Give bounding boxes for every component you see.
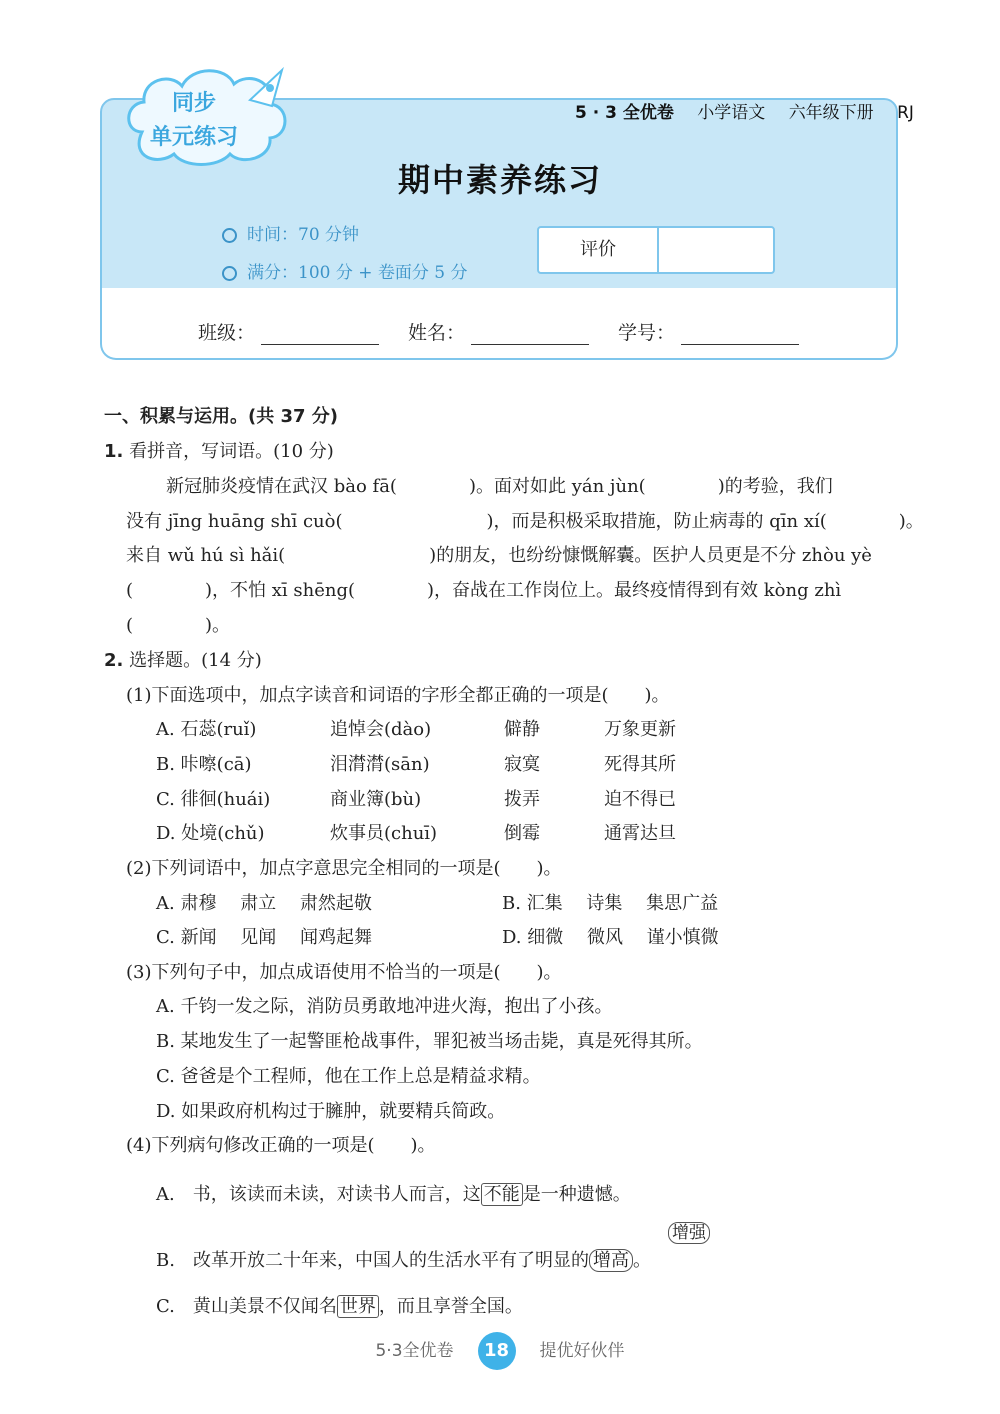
id-label: 学号： <box>618 322 676 344</box>
name-field[interactable] <box>408 318 589 345</box>
option-a-3: 僻静 <box>504 719 540 740</box>
book-edition: RJ <box>897 103 914 123</box>
q1-line2: 没有 jīng huāng shī cuò( )，而是积极采取措施，防止病毒的 qīn xí( )。 <box>126 511 924 532</box>
q1-title: 1. 看拼音，写词语。(10 分) <box>104 441 334 462</box>
class-blank <box>261 344 379 345</box>
page-number: 18 <box>478 1332 516 1370</box>
q1-number: 1. <box>104 441 124 462</box>
book-grade: 六年级下册 <box>788 103 874 123</box>
option-d-3: 倒霉 <box>504 823 540 844</box>
score-text: 满分：100 分 + 卷面分 5 分 <box>247 263 468 283</box>
q1-line1: 新冠肺炎疫情在武汉 bào fā( )。面对如此 yán jùn( )的考验，我们 <box>166 476 833 497</box>
option-a-2: 追悼会(dào) <box>330 719 432 740</box>
option-c-3: 拨弄 <box>504 789 540 810</box>
correction-label: 增强 <box>668 1218 710 1243</box>
q2-4-option-c: C. 黄山美景不仅闻名 世界 ，而且享誉全国。 <box>156 1296 523 1317</box>
option-b-2: 泪潸潸(sān) <box>330 754 430 775</box>
page-footer <box>0 1332 1000 1370</box>
q2-4-option-b: B. 改革开放二十年来，中国人的生活水平有了明显的 增高 。 <box>156 1250 651 1271</box>
q2-title: 2. 选择题。(14 分) <box>104 650 262 671</box>
q2-3-stem: (3)下列句子中，加点成语使用不恰当的一项是( )。 <box>126 962 562 983</box>
section-heading: 一、积累与运用。(共 37 分) <box>104 406 339 427</box>
q2-4-option-a: A. 书，该读而未读，对读书人而言，这 不能 是一种遗憾。 <box>156 1184 631 1205</box>
q1-line3: 来自 wǔ hú sì hǎi( )的朋友，也纷纷慷慨解囊。医护人员更是不分 zhòu yè <box>126 545 872 566</box>
class-field[interactable] <box>198 318 379 345</box>
book-info <box>575 98 914 123</box>
option-a-4: 万象更新 <box>604 719 676 740</box>
option-b-3: 寂寞 <box>504 754 540 775</box>
score-info <box>222 258 468 283</box>
book-subject: 小学语文 <box>697 103 766 123</box>
option-d-1: D. 处境(chǔ) <box>156 823 265 844</box>
book-series: 5 · 3 全优卷 <box>575 103 674 123</box>
marked-word-c: 世界 <box>337 1295 379 1318</box>
option-c-1: C. 徘徊(huái) <box>156 789 271 810</box>
q2-3-option-b: B. 某地发生了一起警匪枪战事件，罪犯被当场击毙，真是死得其所。 <box>156 1031 703 1052</box>
time-text: 时间：70 分钟 <box>247 225 360 245</box>
id-blank <box>681 344 799 345</box>
q2-1-stem: (1)下面选项中，加点字读音和词语的字形全都正确的一项是( )。 <box>126 685 670 706</box>
option-b-4: 死得其所 <box>604 754 676 775</box>
unit-practice-badge <box>122 62 297 170</box>
q2-2-option-a: A. 肃穆 肃立 肃然起敬 <box>156 893 372 914</box>
option-d-4: 通霄达旦 <box>604 823 676 844</box>
q2-3-option-c: C. 爸爸是个工程师，他在工作上总是精益求精。 <box>156 1066 541 1087</box>
evaluation-box <box>537 226 775 274</box>
q1-line4: ( )，不怕 xī shēng( )，奋战在工作岗位上。最终疫情得到有效 kòng zhì <box>126 580 842 601</box>
q2-2-stem: (2)下列词语中，加点字意思完全相同的一项是( )。 <box>126 858 562 879</box>
footer-right: 提优好伙伴 <box>539 1341 625 1361</box>
name-blank <box>471 344 589 345</box>
badge-line2: 单元练习 <box>150 125 239 150</box>
evaluation-label: 评价 <box>539 228 659 272</box>
q2-3-option-a: A. 千钧一发之际，消防员勇敢地冲进火海，抱出了小孩。 <box>156 996 613 1017</box>
badge-line1: 同步 <box>172 91 217 116</box>
q2-2-option-c: C. 新闻 见闻 闻鸡起舞 <box>156 927 373 948</box>
option-b-1: B. 咔嚓(cā) <box>156 754 252 775</box>
footer-left: 5·3全优卷 <box>375 1341 454 1361</box>
q2-2-option-d: D. 细微 微风 谨小慎微 <box>502 927 719 948</box>
option-c-4: 迫不得已 <box>604 789 676 810</box>
id-field[interactable] <box>618 318 799 345</box>
option-c-2: 商业簿(bù) <box>330 789 422 810</box>
marked-word-b: 增高 <box>589 1249 633 1272</box>
marked-word-a: 不能 <box>481 1183 523 1206</box>
page-title: 期中素养练习 <box>397 161 602 199</box>
class-label: 班级： <box>198 322 256 344</box>
option-a-1: A. 石蕊(ruǐ) <box>156 719 257 740</box>
q2-3-option-d: D. 如果政府机构过于臃肿，就要精兵简政。 <box>156 1101 506 1122</box>
q2-number: 2. <box>104 650 124 671</box>
q2-4-stem: (4)下列病句修改正确的一项是( )。 <box>126 1135 436 1156</box>
q1-line5: ( )。 <box>126 615 231 636</box>
check-icon <box>222 266 237 281</box>
clock-icon <box>222 228 237 243</box>
name-label: 姓名： <box>408 322 466 344</box>
option-d-2: 炊事员(chuī) <box>330 823 438 844</box>
q2-2-option-b: B. 汇集 诗集 集思广益 <box>502 893 719 914</box>
time-info <box>222 220 359 245</box>
